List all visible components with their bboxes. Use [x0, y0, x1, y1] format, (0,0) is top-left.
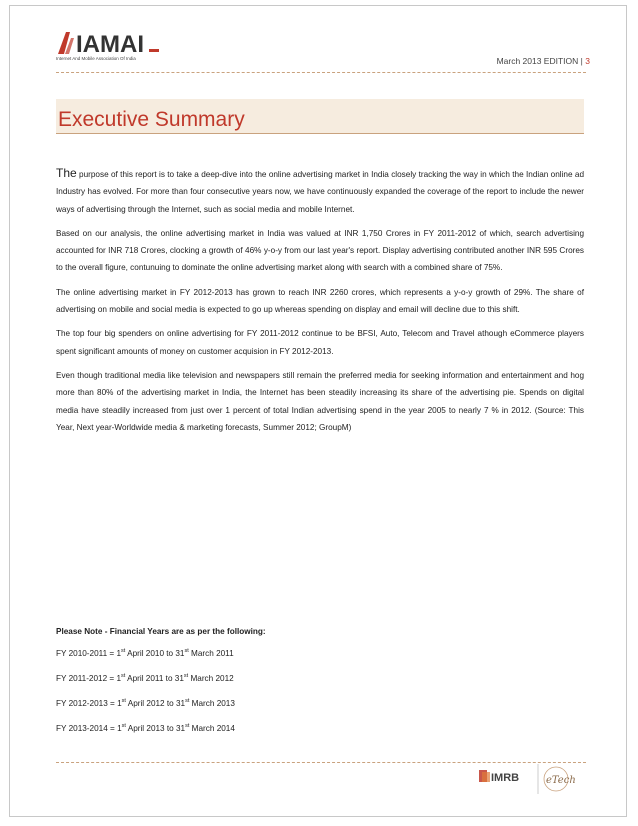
page-title: Executive Summary — [58, 108, 245, 131]
header-rule — [56, 72, 586, 73]
financial-year-notes — [56, 627, 584, 748]
svg-text:IMRB: IMRB — [491, 772, 520, 784]
notes-title: Please Note - Financial Years are as per the following: — [56, 627, 266, 636]
footer-rule — [56, 762, 586, 763]
edition-text: March 2013 EDITION — [496, 56, 579, 66]
fy-line: FY 2011-2012 = 1st April 2011 to 31st March 2012 — [56, 673, 234, 683]
edition-label — [497, 56, 590, 66]
paragraph-3: The online advertising market in FY 2012-2013 has grown to reach INR 2260 crores, which represents a y-o-y growth of 29%. The share of advertising on mobile and social media is expected to go up whereas spending on display and email will decline due to this shift. — [56, 287, 584, 315]
svg-text:eTech: eTech — [546, 775, 576, 786]
paragraph-1-text: purpose of this report is to take a deep-dive into the online advertising market in India closely tracking the way in which the Indian online ad Industry has evolved. For more than four consecutive years now, we have continuously expanded the coverage of the report to include the newer ways of advertising through the Internet, such as social media and mobile Internet. — [56, 170, 584, 214]
paragraph-1 — [56, 165, 584, 218]
paragraph-1-lead: The — [56, 166, 77, 180]
imrb-logo — [479, 766, 531, 786]
etech-logo — [536, 762, 576, 796]
page-number: 3 — [585, 56, 590, 66]
edition-separator: | — [580, 56, 583, 66]
fy-line: FY 2013-2014 = 1st April 2013 to 31st March 2014 — [56, 723, 235, 733]
fy-line: FY 2012-2013 = 1st April 2012 to 31st March 2013 — [56, 698, 235, 708]
summary-body — [56, 165, 584, 443]
paragraph-4: The top four big spenders on online advertising for FY 2011-2012 continue to be BFSI, Auto, Telecom and Travel athough eCommerce players spent significant amounts of money on customer acquision in FY 2012-2013. — [56, 329, 584, 356]
title-band — [56, 99, 584, 134]
logo-subtitle: Internet And Mobile Association Of India — [56, 56, 136, 61]
fy-line: FY 2010-2011 = 1st April 2010 to 31st March 2011 — [56, 648, 234, 658]
paragraph-2: Based on our analysis, the online advertising market in India was valued at INR 1,750 Crores in FY 2011-2012 of which, search advertising accounted for INR 718 Crores, clocking a growth of 46% y-o-y from our last year's report. Display advertising contributed another INR 595 Crores to the overall figure, contunuing to dominate the online advertising market along with search with a combined share of 75%. — [56, 228, 584, 273]
svg-text:IAMAI: IAMAI — [76, 31, 144, 56]
paragraph-5: Even though traditional media like television and newspapers still remain the preferred media for seeking information and entertainment and hog more than 80% of the advertising market in India, the Internet has been steadily increasing its share of the advertising pie. Spends on digital media have steadily increased from just over 1 percent of total Indian advertising spend in the year 2005 to nearly 7 % in 2012. (Source: This Year, Next year-Worldwide media & marketing forecasts, Summer 2012; GroupM) — [56, 370, 584, 432]
iamai-logo — [56, 28, 166, 64]
